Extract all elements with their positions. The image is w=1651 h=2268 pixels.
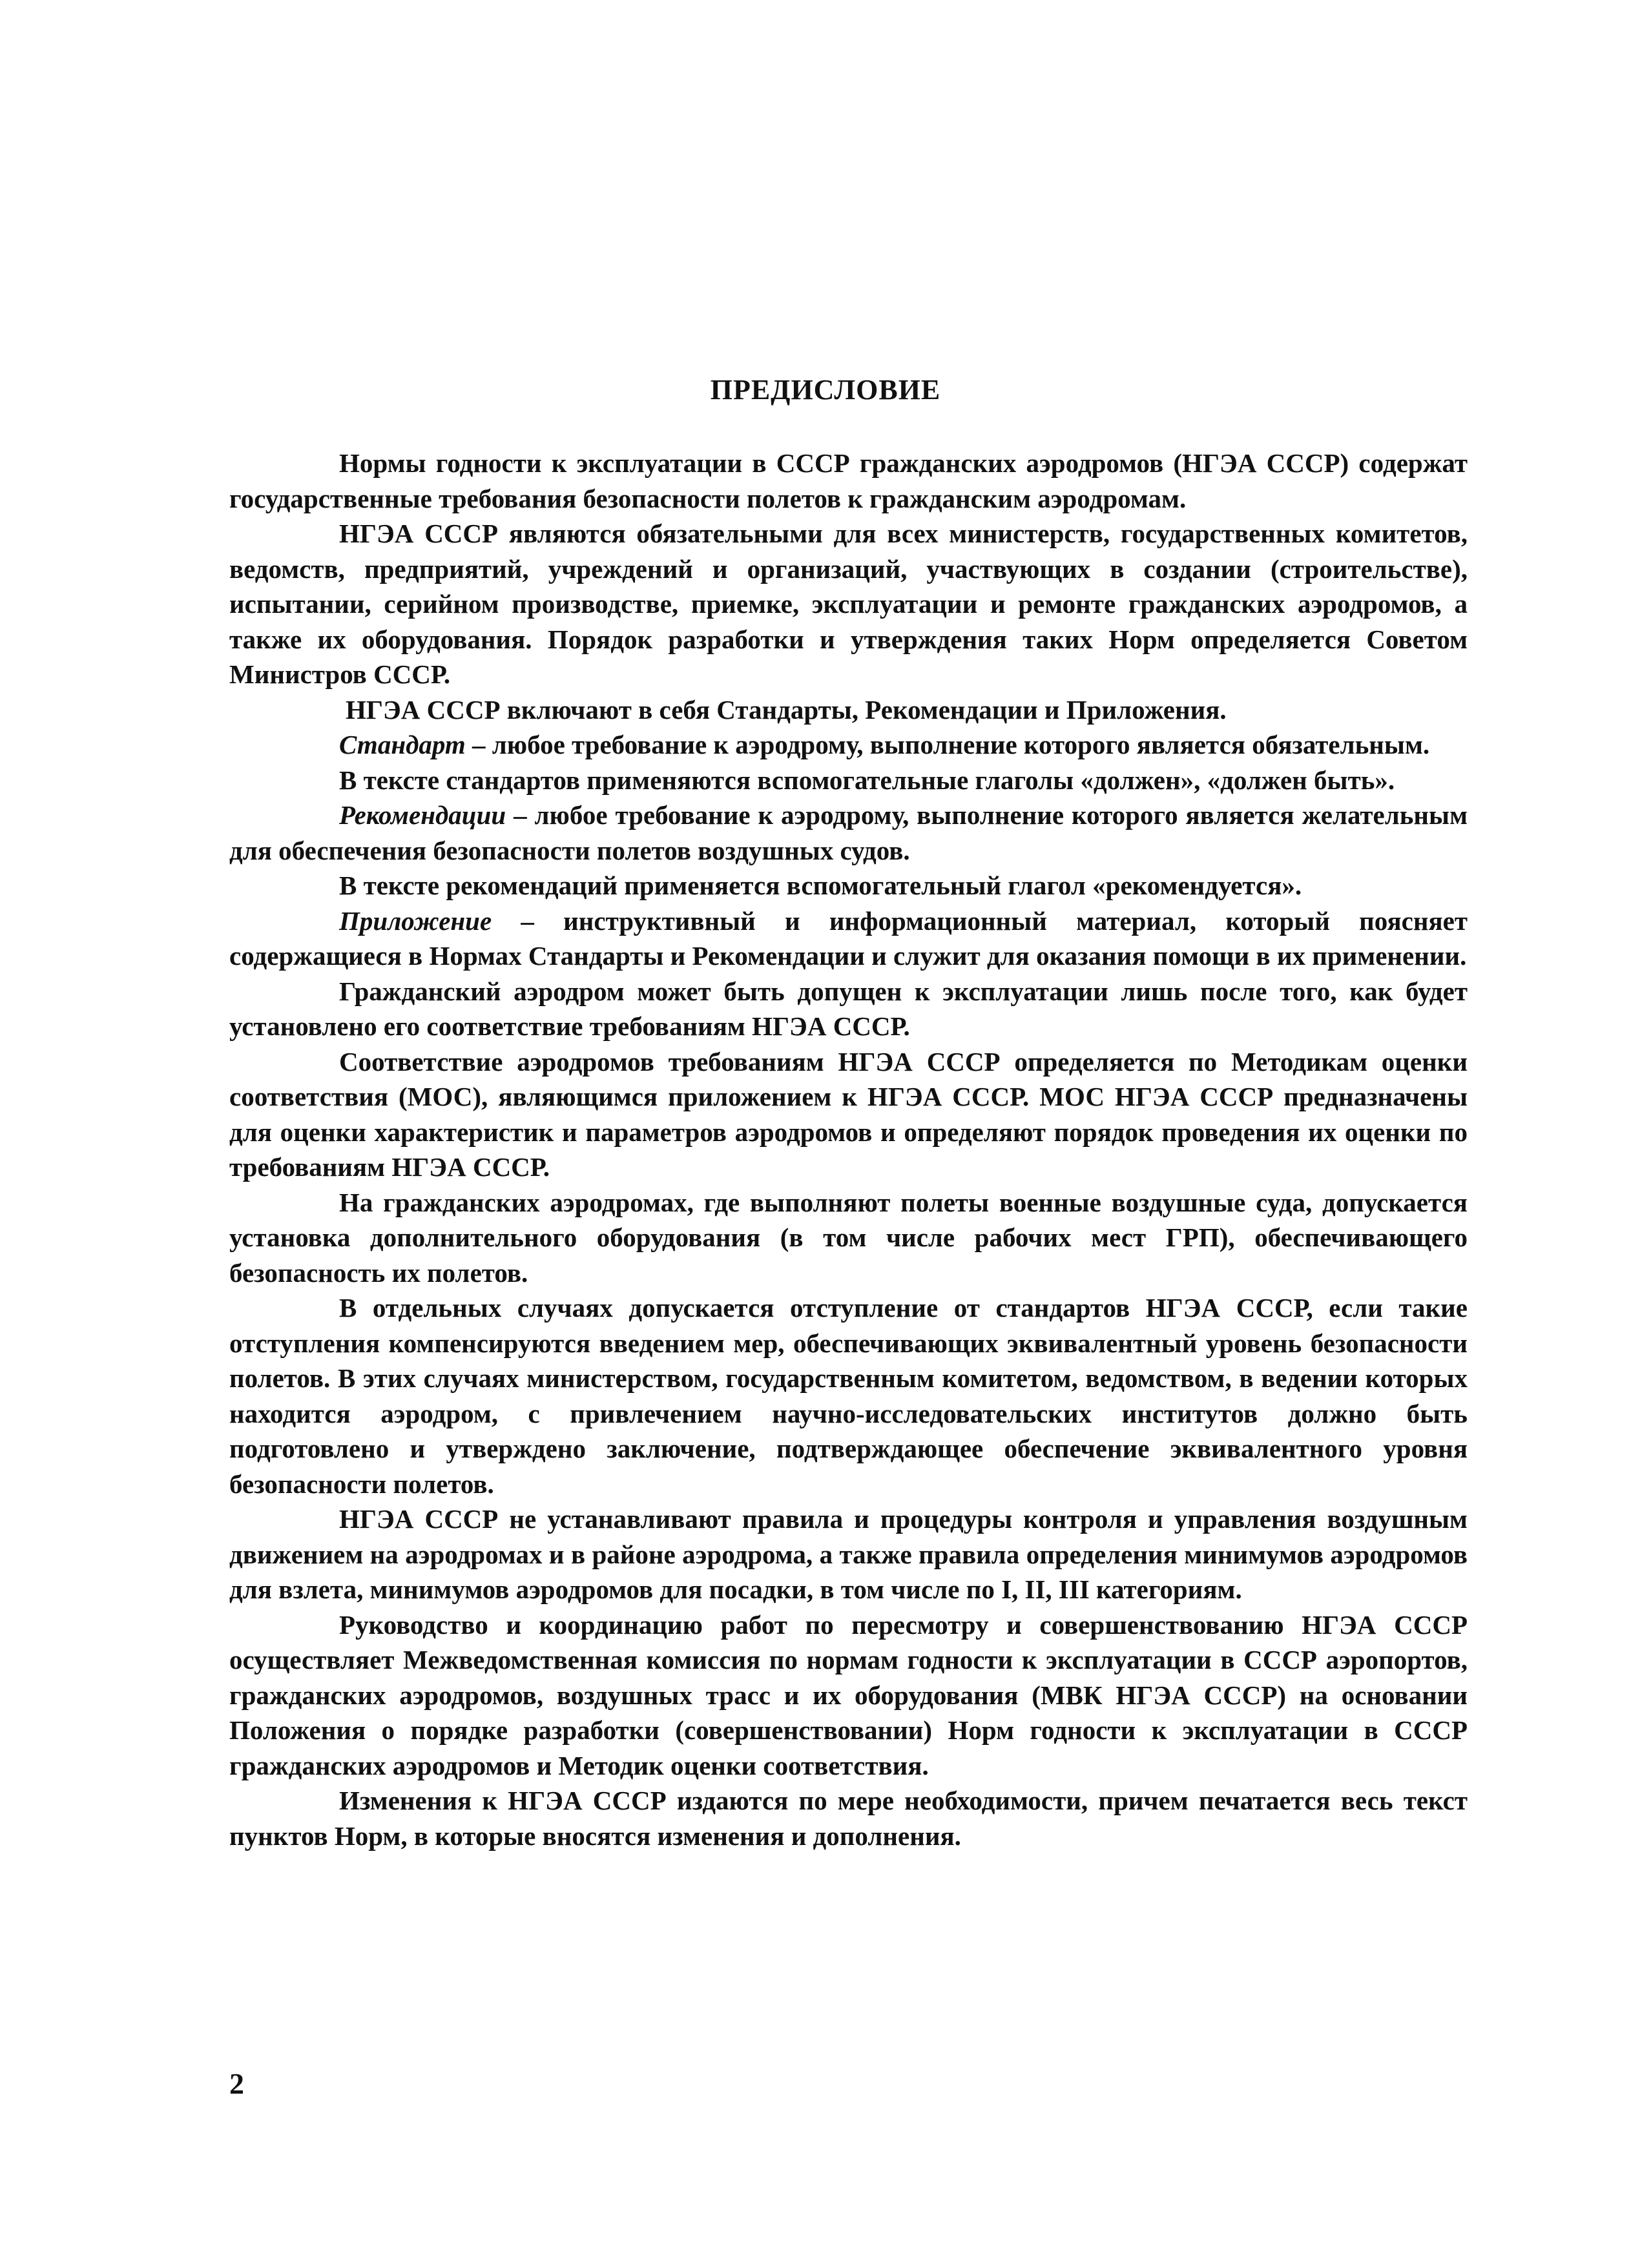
paragraph-10: Соответствие аэродромов требованиям НГЭА СССР определяется по Методикам оценки соответствия (МОС), являющимся приложением к НГЭА СССР. МОС НГЭА СССР предназначены для оценки характеристик и параметров аэродромов и определяют порядок проведения их оценки по требованиям НГЭА СССР.	[229, 1046, 1468, 1182]
paragraph-3: НГЭА СССР включают в себя Стандарты, Рекомендации и Приложения.	[346, 694, 1227, 725]
paragraph-5: В тексте стандартов применяются вспомогательные глаголы «должен», «должен быть».	[339, 765, 1395, 795]
term-appendix: Приложение	[339, 905, 492, 936]
term-standard: Стандарт	[339, 730, 466, 759]
paragraph-12: В отдельных случаях допускается отступление от стандартов НГЭА СССР, если такие отступления компенсируются введением мер, обеспечивающих эквивалентный уровень безопасности полетов. В этих случаях министерством, государственным комитетом, ведомством, в ведении которых находится аэродром, с привлечением научно-исследовательских институтов должно быть подготовлено и утверждено заключение, подтверждающее обеспечение эквивалентного уровня безопасности полетов.	[229, 1293, 1468, 1499]
paragraph-14: Руководство и координацию работ по пересмотру и совершенствованию НГЭА СССР осуществляет Межведомственная комиссия по нормам годности к эксплуатации в СССР аэропортов, гражданских аэродромов, воздушных трасс и их оборудования (МВК НГЭА СССР) на основании Положения о порядке разработки (совершенствовании) Норм годности к эксплуатации в СССР гражданских аэродромов и Методик оценки соответствия.	[229, 1609, 1468, 1780]
paragraph-15: Изменения к НГЭА СССР издаются по мере необходимости, причем печатается весь текст пунктов Норм, в которые вносятся изменения и дополнения.	[229, 1786, 1468, 1851]
page-title: ПРЕДИСЛОВИЕ	[710, 374, 941, 406]
paragraph-9: Гражданский аэродром может быть допущен к эксплуатации лишь после того, как будет установлено его соответствие требованиям НГЭА СССР.	[229, 976, 1468, 1041]
paragraph-8: Приложение – инструктивный и информационный материал, который поясняет содержащиеся в Нормах Стандарты и Рекомендации и служит для оказания помощи в их применении.	[229, 905, 1468, 971]
foreword-body	[229, 446, 1468, 1853]
paragraph-4: Стандарт – любое требование к аэродрому, выполнение которого является обязательным.	[339, 730, 1430, 759]
paragraph-1: Нормы годности к эксплуатации в СССР гражданских аэродромов (НГЭА СССР) содержат государственные требования безопасности полетов к гражданским аэродромам.	[229, 448, 1468, 513]
paragraph-6: Рекомендации – любое требование к аэродрому, выполнение которого является желательным для обеспечения безопасности полетов воздушных судов.	[229, 800, 1468, 865]
paragraph-13: НГЭА СССР не устанавливают правила и процедуры контроля и управления воздушным движением на аэродромах и в районе аэродрома, а также правила определения минимумов аэродромов для взлета, минимумов аэродромов для посадки, в том числе по I, II, III категориям.	[229, 1504, 1468, 1604]
paragraph-2: НГЭА СССР являются обязательными для всех министерств, государственных комитетов, ведомств, предприятий, учреждений и организаций, участвующих в создании (строительстве), испытании, серийном производстве, приемке, эксплуатации и ремонте гражданских аэродромов, а также их оборудования. Порядок разработки и утверждения таких Норм определяется Советом Министров СССР.	[229, 519, 1468, 689]
paragraph-7: В тексте рекомендаций применяется вспомогательный глагол «рекомендуется».	[339, 871, 1302, 900]
page-number: 2	[229, 2067, 244, 2100]
term-recommendations: Рекомендации	[339, 800, 506, 830]
paragraph-11: На гражданских аэродромах, где выполняют полеты военные воздушные суда, допускается установка дополнительного оборудования (в том числе рабочих мест ГРП), обеспечивающего безопасность их полетов.	[229, 1187, 1468, 1288]
